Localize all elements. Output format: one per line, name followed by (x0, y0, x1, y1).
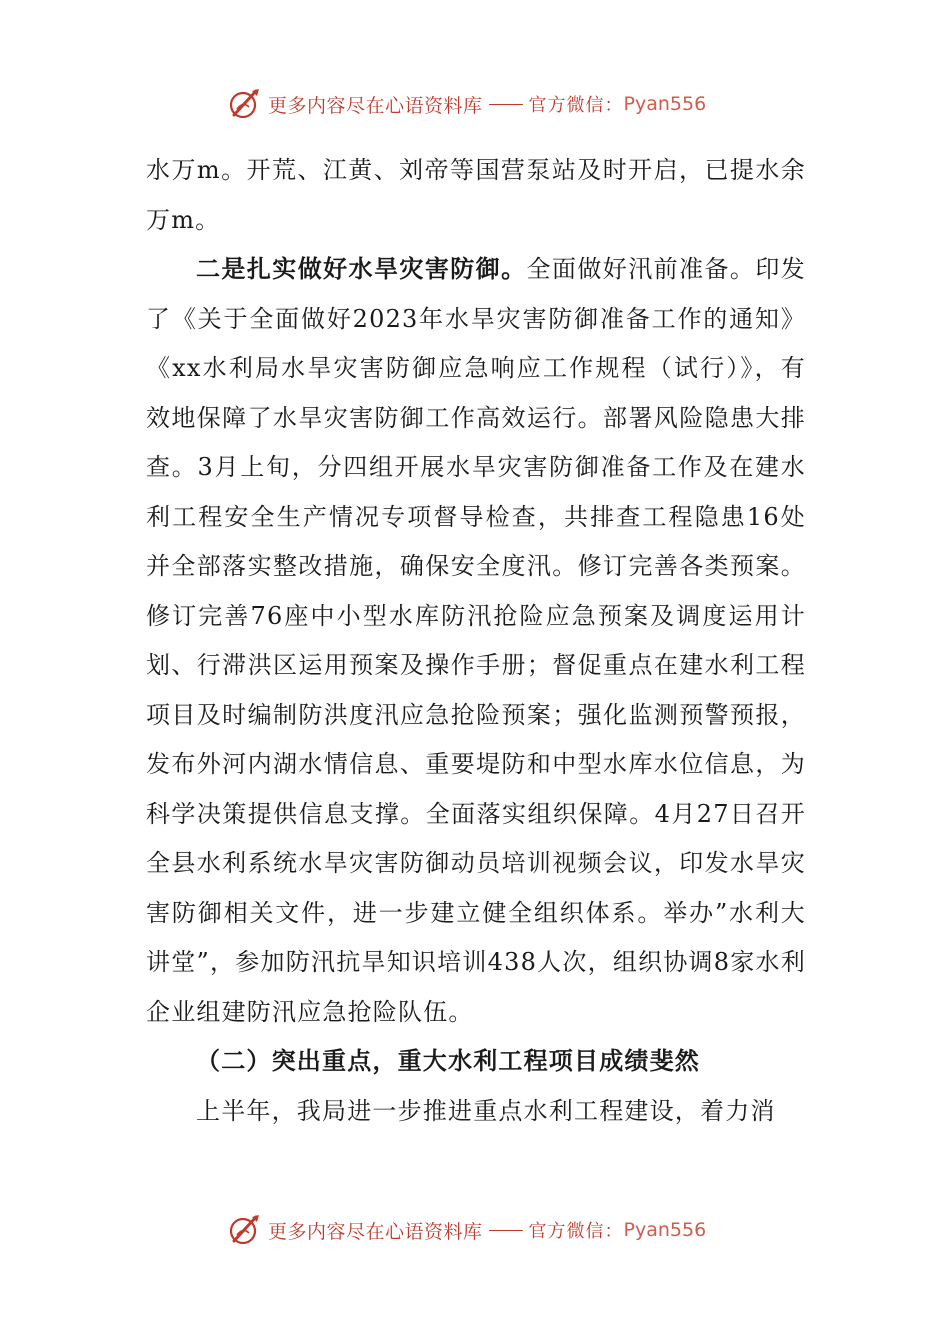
watermark-footer (228, 1210, 748, 1250)
pen-logo-icon (228, 1213, 262, 1247)
watermark-header (228, 84, 748, 124)
paragraph-lead: 二是扎实做好水旱灾害防御。 (196, 255, 527, 283)
watermark-brand: 更多内容尽在心语资料库 (268, 1220, 483, 1243)
watermark-dash (489, 104, 523, 105)
paragraph-projects: 上半年，我局进一步推进重点水利工程建设，着力消 (196, 1096, 776, 1125)
paragraph-continuation: 水万m。开荒、江黄、刘帝等国营泵站及时开启，已提水余万m。 (146, 156, 806, 234)
section-heading: （二）突出重点，重大水利工程项目成绩斐然 (196, 1047, 700, 1075)
watermark-brand: 更多内容尽在心语资料库 (268, 94, 483, 117)
watermark-wechat-id: Pyan556 (623, 1219, 707, 1241)
document-body (146, 146, 806, 1136)
paragraph-body: 全面做好汛前准备。印发了《关于全面做好2023年水旱灾害防御准备工作的通知》《xx水利局水旱灾害防御应急响应工作规程（试行）》，有效地保障了水旱灾害防御工作高效运行。部署风险隐患大排查。3月上旬，分四组开展水旱灾害防御准备工作及在建水利工程安全生产情况专项督导检查，共排查工程隐患16处并全部落实整改措施，确保安全度汛。修订完善各类预案。修订完善76座中小型水库防汛抢险应急预案及调度运用计划、行滞洪区运用预案及操作手册；督促重点在建水利工程项目及时编制防洪度汛应急抢险预案；强化监测预警预报，发布外河内湖水情信息、重要堤防和中型水库水位信息，为科学决策提供信息支撑。全面落实组织保障。4月27日召开全县水利系统水旱灾害防御动员培训视频会议，印发水旱灾害防御相关文件，进一步建立健全组织体系。举办”水利大讲堂”，参加防汛抗旱知识培训438人次，组织协调8家水利企业组建防汛应急抢险队伍。 (146, 255, 806, 1026)
watermark-dash (489, 1230, 523, 1231)
watermark-wechat-id: Pyan556 (623, 93, 707, 115)
pen-logo-icon (228, 87, 262, 121)
paragraph-disaster-prevention (146, 245, 806, 1037)
watermark-label: 官方微信： (528, 1221, 624, 1242)
watermark-label: 官方微信： (528, 95, 624, 116)
